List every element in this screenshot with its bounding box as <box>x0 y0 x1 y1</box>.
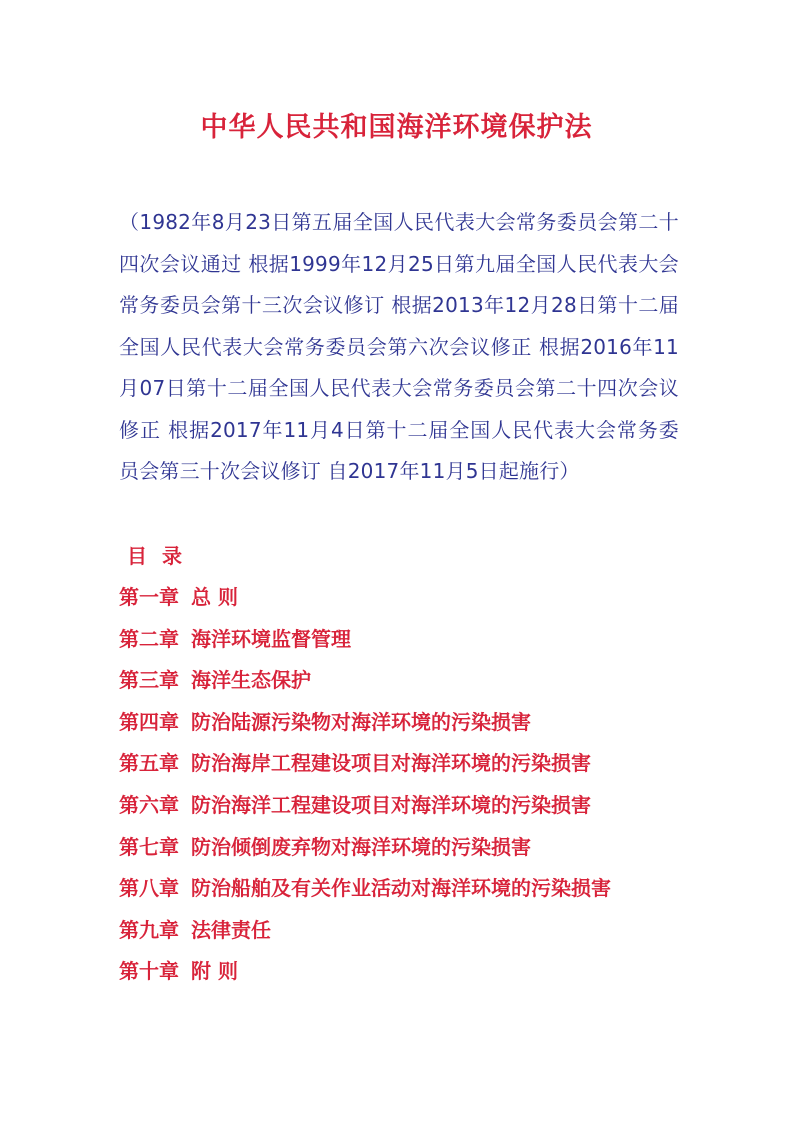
toc-item <box>119 744 719 786</box>
toc-item <box>119 703 719 745</box>
toc-item <box>119 578 719 620</box>
toc-item <box>119 911 719 953</box>
chapter-title: 防治倾倒废弃物对海洋环境的污染损害 <box>191 834 531 859</box>
chapter-title: 防治船舶及有关作业活动对海洋环境的污染损害 <box>191 876 611 901</box>
chapter-number: 第十章 <box>119 959 179 984</box>
chapter-number: 第七章 <box>119 834 179 859</box>
chapter-number: 第一章 <box>119 585 179 609</box>
chapter-title: 防治海岸工程建设项目对海洋环境的污染损害 <box>191 751 591 776</box>
toc-item <box>119 620 719 662</box>
chapter-number: 第六章 <box>119 792 179 817</box>
chapter-number: 第三章 <box>119 668 179 693</box>
enactment-history: （1982年8月23日第五届全国人民代表大会常务委员会第二十四次会议通过 根据1999年12月25日第九届全国人民代表大会常务委员会第十三次会议修订 根据2013年12月28日第十二届全国人民代表大会常务委员会第六次会议修正 根据2016年11月07日第十二届全国人民代表大会常务委员会第二十四次会议修正 根据2017年11月4日第十二届全国人民代表大会常务委员会第三十次会议修订 自2017年11月5日起施行） <box>119 210 679 483</box>
chapter-title: 海洋生态保护 <box>191 668 311 693</box>
chapter-number: 第八章 <box>119 876 179 901</box>
toc-heading: 目 录 <box>127 544 186 568</box>
chapter-title: 防治陆源污染物对海洋环境的污染损害 <box>191 709 531 734</box>
chapter-number: 第二章 <box>119 626 179 651</box>
toc-item <box>119 869 719 911</box>
document-title: 中华人民共和国海洋环境保护法 <box>200 112 593 143</box>
toc-item <box>119 828 719 870</box>
table-of-contents <box>119 578 719 994</box>
chapter-title: 总 则 <box>191 585 238 609</box>
toc-item <box>119 786 719 828</box>
chapter-title: 法律责任 <box>191 917 271 942</box>
toc-item <box>119 661 719 703</box>
chapter-number: 第五章 <box>119 751 179 776</box>
chapter-number: 第四章 <box>119 709 179 734</box>
chapter-title: 防治海洋工程建设项目对海洋环境的污染损害 <box>191 792 591 817</box>
chapter-title: 海洋环境监督管理 <box>191 626 351 651</box>
toc-item <box>119 952 719 994</box>
chapter-title: 附 则 <box>191 959 238 984</box>
chapter-number: 第九章 <box>119 917 179 942</box>
